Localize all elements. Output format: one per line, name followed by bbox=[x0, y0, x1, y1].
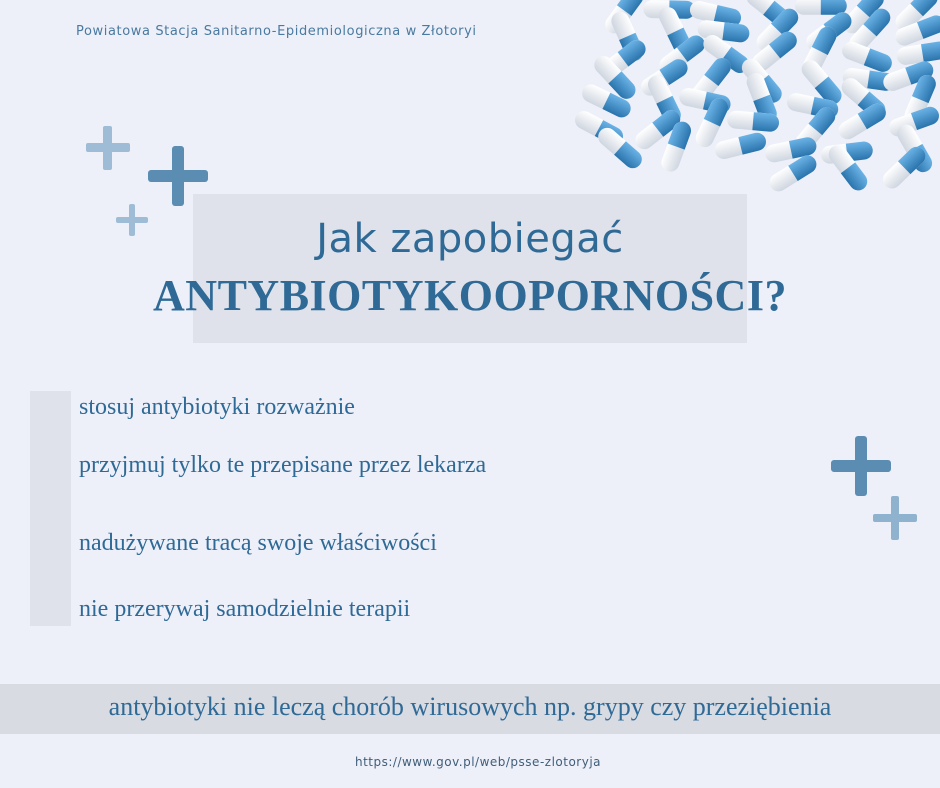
plus-icon bbox=[873, 496, 917, 540]
page-title-line2: ANTYBIOTYKOOPORNOŚCI? bbox=[153, 271, 787, 320]
tip-item: stosuj antybiotyki rozważnie bbox=[79, 394, 355, 420]
tip-item: przyjmuj tylko te przepisane przez lekarza bbox=[79, 452, 487, 478]
tip-item: nie przerywaj samodzielnie terapii bbox=[79, 596, 411, 622]
website-url: https://www.gov.pl/web/psse-zlotoryja bbox=[354, 755, 602, 769]
page-title-line1: Jak zapobiegać bbox=[316, 216, 624, 262]
plus-icon bbox=[86, 126, 130, 170]
capsules-image bbox=[560, 0, 940, 200]
capsule-shape bbox=[795, 0, 847, 15]
accent-bar bbox=[30, 391, 71, 626]
footer-note: antybiotyki nie leczą chorób wirusowych np. grypy czy przeziębienia bbox=[108, 692, 832, 721]
capsule-shape bbox=[713, 131, 768, 161]
plus-icon bbox=[831, 436, 891, 496]
organization-name: Powiatowa Stacja Sanitarno-Epidemiologiczna w Złotoryi bbox=[76, 24, 477, 39]
tip-item: nadużywane tracą swoje właściwości bbox=[79, 530, 437, 556]
